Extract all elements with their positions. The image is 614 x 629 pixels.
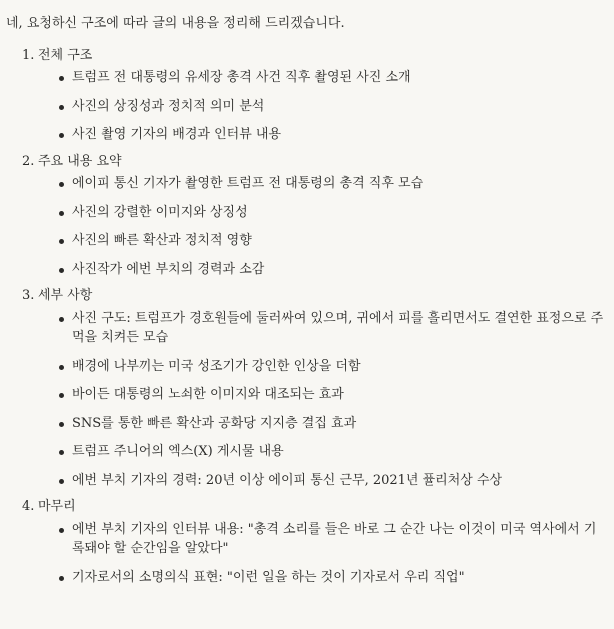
list-item-text: 사진 촬영 기자의 배경과 인터뷰 내용 (72, 127, 282, 142)
bullet-icon (58, 309, 72, 328)
bullet-list (6, 309, 606, 491)
section-item (6, 152, 606, 280)
bullet-icon (58, 471, 72, 490)
list-item-text: 에번 부치 기자의 인터뷰 내용: "총격 소리를 들은 바로 그 순간 나는 이것이 미국 역사에서 기록돼야 할 순간임을 알았다" (72, 521, 597, 556)
bullet-icon (58, 260, 72, 279)
section-title: 마무리 (38, 499, 76, 514)
list-item (58, 385, 606, 405)
list-item-text: 사진작가 에번 부치의 경력과 소감 (72, 261, 265, 277)
section-heading (6, 497, 606, 517)
section-heading (6, 46, 606, 66)
bullet-icon (58, 231, 72, 250)
section-heading (6, 152, 606, 172)
list-item-text: 사진의 강렬한 이미지와 상징성 (72, 204, 248, 220)
list-item (58, 471, 606, 491)
list-item-text: 트럼프 전 대통령의 유세장 총격 사건 직후 촬영된 사진 소개 (72, 70, 411, 85)
section-number: 2. (22, 153, 35, 169)
section-title: 주요 내용 요약 (38, 153, 122, 169)
bullet-icon (58, 414, 72, 433)
bullet-icon (58, 385, 72, 404)
section-title: 세부 사항 (38, 288, 93, 303)
list-item-text: SNS를 통한 빠른 확산과 공화당 지지층 결집 효과 (72, 415, 357, 431)
list-item (58, 125, 606, 145)
section-number: 1. (22, 47, 35, 63)
section-item (6, 46, 606, 145)
bullet-icon (58, 568, 72, 587)
section-item (6, 497, 606, 587)
bullet-icon (58, 357, 72, 376)
section-number: 3. (22, 288, 35, 303)
section-list (6, 46, 606, 588)
assistant-message (6, 14, 606, 594)
list-item (58, 414, 606, 434)
bullet-list (6, 68, 606, 145)
list-item (58, 68, 606, 88)
list-item-text: 에번 부치 기자의 경력: 20년 이상 에이피 통신 근무, 2021년 퓰리처상 수상 (72, 472, 503, 488)
bullet-icon (58, 68, 72, 87)
list-item (58, 357, 606, 377)
bullet-icon (58, 442, 72, 461)
list-item (58, 568, 606, 588)
intro-text: 네, 요청하신 구조에 따라 글의 내용을 정리해 드리겠습니다. (6, 16, 345, 31)
section-number: 4. (22, 499, 35, 514)
list-item (58, 442, 606, 462)
list-item-text: 에이피 통신 기자가 촬영한 트럼프 전 대통령의 총격 직후 모습 (72, 176, 424, 191)
list-item (58, 260, 606, 280)
bullet-list (6, 520, 606, 588)
bullet-icon (58, 125, 72, 144)
list-item-text: 사진 구도: 트럼프가 경호원들에 둘러싸여 있으며, 귀에서 피를 흘리면서도 결연한 표정으로 주먹을 치켜든 모습 (72, 310, 604, 345)
list-item-text: 바이든 대통령의 노쇠한 이미지와 대조되는 효과 (72, 387, 344, 402)
list-item-text: 사진의 빠른 확산과 정치적 영향 (72, 233, 252, 248)
list-item-text: 배경에 나부끼는 미국 성조기가 강인한 인상을 더함 (72, 358, 361, 374)
list-item-text: 사진의 상징성과 정치적 의미 분석 (72, 98, 265, 114)
section-item (6, 286, 606, 490)
bullet-icon (58, 203, 72, 222)
list-item (58, 309, 606, 348)
section-title: 전체 구조 (38, 47, 93, 63)
bullet-icon (58, 174, 72, 193)
bullet-icon (58, 97, 72, 116)
section-heading (6, 286, 606, 306)
list-item (58, 520, 606, 559)
bullet-list (6, 174, 606, 279)
list-item-text: 기자로서의 소명의식 표현: "이런 일을 하는 것이 기자로서 우리 직업" (72, 569, 465, 585)
list-item-text: 트럼프 주니어의 엑스(X) 게시물 내용 (72, 444, 284, 459)
list-item (58, 231, 606, 251)
list-item (58, 203, 606, 223)
list-item (58, 174, 606, 194)
bullet-icon (58, 520, 72, 539)
list-item (58, 97, 606, 117)
